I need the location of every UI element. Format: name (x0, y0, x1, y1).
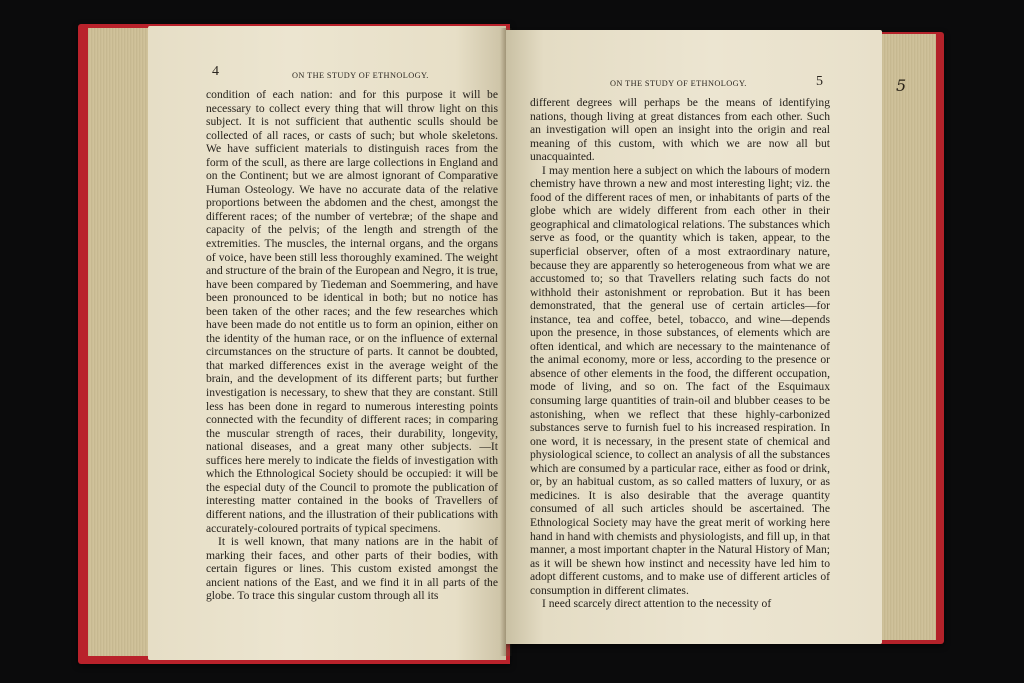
right-page (506, 30, 882, 644)
right-page-number: 5 (816, 74, 823, 89)
left-page-text (206, 88, 498, 603)
left-page-number: 4 (212, 64, 219, 79)
page-edges-right (878, 34, 936, 640)
right-running-header: ON THE STUDY OF ETHNOLOGY. (610, 79, 747, 88)
right-page-text (530, 96, 830, 611)
pencil-annotation: 5 (896, 76, 907, 95)
page-edges-left (88, 28, 150, 656)
right-paragraph-3: I need scarcely direct attention to the necessity of (542, 597, 772, 611)
right-paragraph-2: I may mention here a subject on which the labours of modern chemistry have thrown a new and most interesting light; viz. the food of the different races of men, or inhabitants of parts of the globe which are widely different from each other in their geographical and climatological relations. The substances which serve as food, or the quantity which is taken, appear, to the superficial observer, often of a most extraordinary nature, because they are apparently so heterogeneous from what we are accustomed to; so that Travellers relating such facts do not withhold their astonishment or reprobation. But it has been demonstrated, that the general use of certain articles—for instance, tea and coffee, betel, tobacco, and wine—depends upon the presence, in those substances, of elements which are often identical, and which are necessary to the maintenance of the animal economy, more or less, according to the presence or absence of other elements in the food, the different occupation, mode of living, and so on. The fact of the Esquimaux consuming large quantities of train-oil and blubber ceases to be astonishing, when we reflect that these highly-carbonized substances serve to furnish fuel to his increased respiration. In one word, it is necessary, in the present state of chemical and physiological science, to collect an analysis of all the substances which are consumed by a particular race, either as food or drink, or, by an habitual custom, as so called matters of luxury, or as medicines. It is also desirable that the average quantity consumed of all such articles should be ascertained. The Ethnological Society may have the great merit of working here hand in hand with chemists and physiologists, and fill up, in that manner, a most important chapter in the Natural History of Man; as it will be shewn how instinct and necessity have led him to adopt different customs, and to make use of different articles of consumption in different climates. (530, 163, 830, 597)
right-paragraph-1: different degrees will perhaps be the means of identifying nations, though living at great distances from each other. Such an investigation will open an insight into the origin and real meaning of this custom, with which we are now all but unacquainted. (530, 96, 830, 164)
left-page (148, 26, 506, 660)
left-paragraph-2: It is well known, that many nations are in the habit of marking their faces, and other parts of their bodies, with certain figures or lines. This custom existed amongst the ancient nations of the East, and we find it in all parts of the globe. To trace this singular custom through all its (206, 535, 498, 603)
left-paragraph-1: condition of each nation: and for this purpose it will be necessary to collect every thing that will throw light on this subject. It is not sufficient that authentic sculls should be collected of all races, or casts of such; but whole skeletons. We have sufficient materials to distinguish races from the form of the scull, as there are large collections in England and on the Continent; but we are almost ignorant of Comparative Human Osteology. We have no accurate data of the relative proportions between the abdomen and the chest, amongst the different races; of the number of vertebræ; of the shape and capacity of the pelvis; of the length and strength of the extremities. The muscles, the internal organs, and the organs of voice, have been still less thoroughly examined. The weight and structure of the brain of the European and Negro, it is true, have been compared by Tiedeman and Soemmering, and have been pronounced to be identical in both; but no notice has been taken of the other races; and the few researches which have been made do not entitle us to form an opinion, either on the identity of the human race, or on the influence of external circumstances on the structure of parts. It cannot be doubted, that marked differences exist in the average weight of the brain, and the development of its different parts; but further investigation is necessary, to shew that they are constant. Still less has been done in regard to numerous interesting points connected with the fecundity of different races; in comparing the muscular strength of races, their durability, longevity, national diseases, and a great many other subjects. —It suffices here merely to indicate the fields of investigation with which the Ethnological Society should be occupied: it will be the especial duty of the Council to promote the publication of interesting matter contained in the books of Travellers of different nations, and the illustration of their publications with accurately-coloured portraits of typical specimens. (206, 88, 498, 535)
left-running-header: ON THE STUDY OF ETHNOLOGY. (292, 71, 429, 80)
